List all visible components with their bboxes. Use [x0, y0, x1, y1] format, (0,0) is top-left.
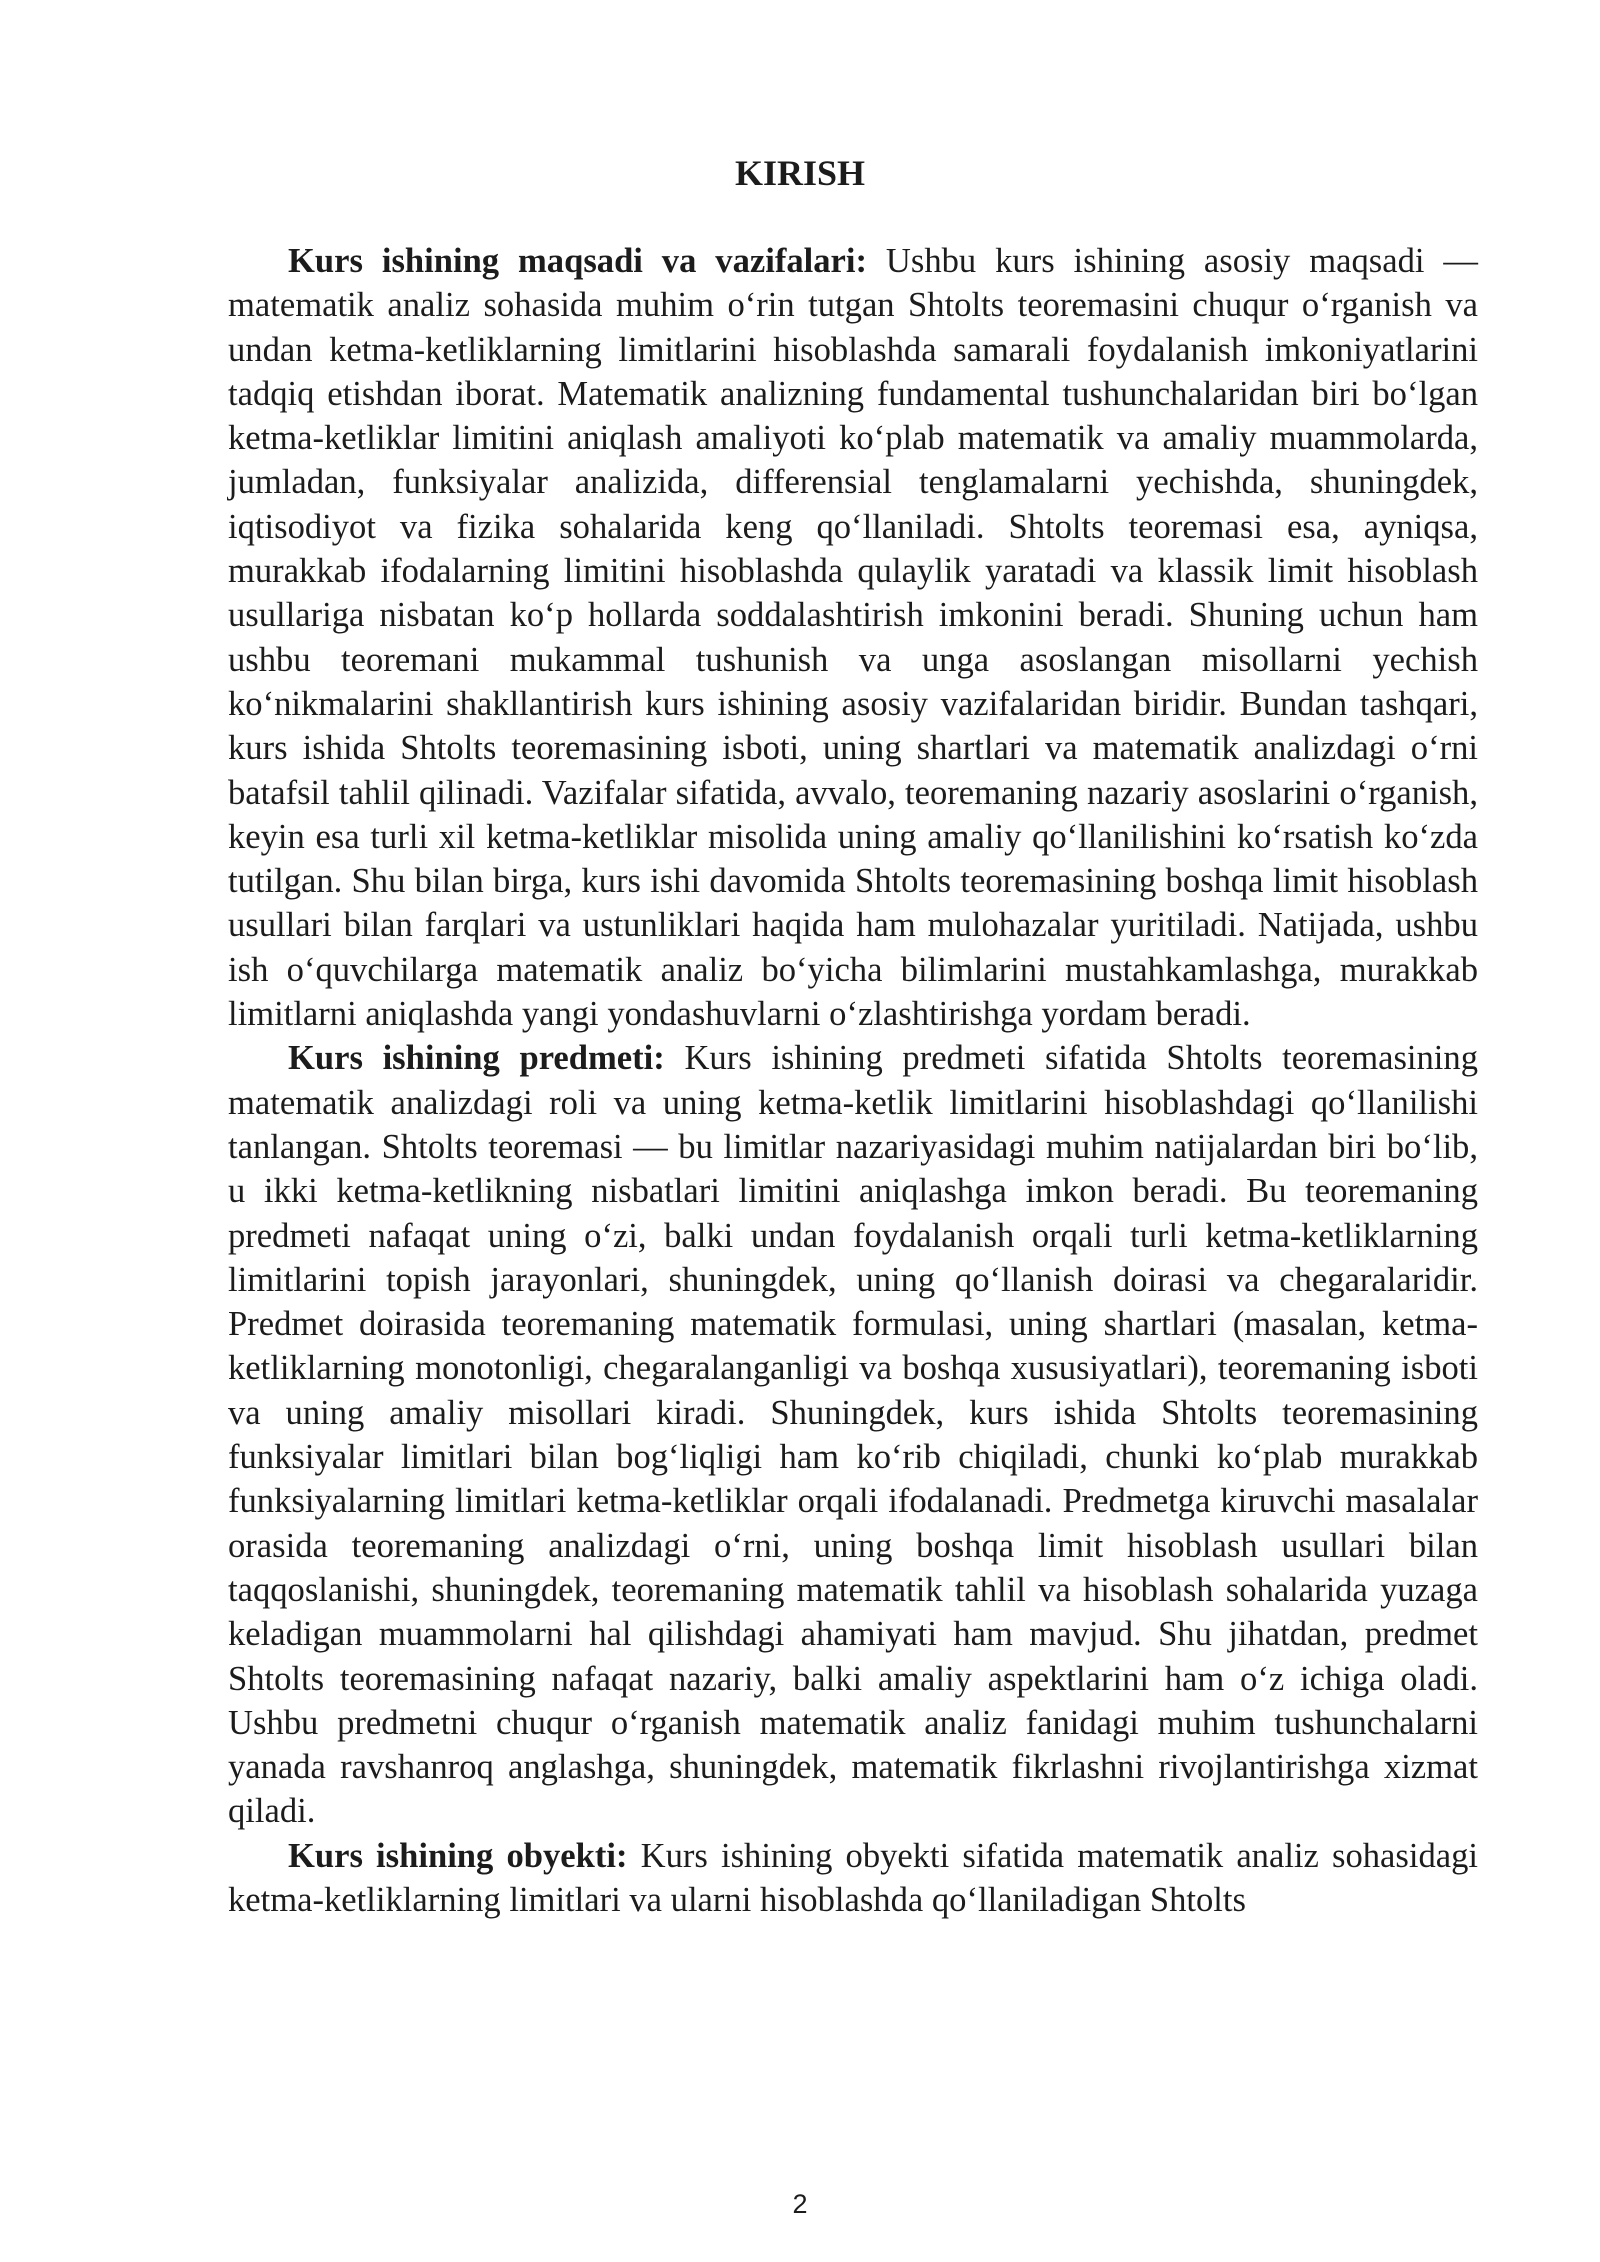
paragraph-subject: [228, 1036, 1478, 1833]
body-text: [228, 239, 1478, 1922]
page-number: 2: [792, 2189, 808, 2219]
paragraph-goals: [228, 239, 1478, 1036]
paragraph-text: Kurs ishining predmeti sifatida Shtolts teoremasining matematik analizdagi roli va uning ketma-ketlik limitlarini hisoblashdagi qo‘llanilishi tanlangan. Shtolts teoremasi — bu limitlar nazariyasidagi muhim natijalardan biri bo‘lib, u ikki ketma-ketlikning nisbatlari limitini aniqlashga imkon beradi. Bu teoremaning predmeti nafaqat uning o‘zi, balki undan foydalanish orqali turli ketma-ketliklarning limitlarini topish jarayonlari, shuningdek, uning qo‘llanish doirasi va chegaralaridir. Predmet doirasida teoremaning matematik formulasi, uning shartlari (masalan, ketma-ketliklarning monotonligi, chegaralanganligi va boshqa xususiyatlari), teoremaning isboti va uning amaliy misollari kiradi. Shuningdek, kurs ishida Shtolts teoremasining funksiyalar limitlari bilan bog‘liqligi ham ko‘rib chiqiladi, chunki ko‘plab murakkab funksiyalarning limitlari ketma-ketliklar orqali ifodalanadi. Predmetga kiruvchi masalalar orasida teoremaning analizdagi o‘rni, uning boshqa limit hisoblash usullari bilan taqqoslanishi, shuningdek, teoremaning matematik tahlil va hisoblash sohalarida yuzaga keladigan muammolarni hal qilishdagi ahamiyati ham mavjud. Shu jihatdan, predmet Shtolts teoremasining nafaqat nazariy, balki amaliy aspektlarini ham o‘z ichiga oladi. Ushbu predmetni chuqur o‘rganish matematik analiz fanidagi muhim tushunchalarni yanada ravshanroq anglashga, shuningdek, matematik fikrlashni rivojlantirishga xizmat qiladi.: [228, 1039, 1478, 1831]
paragraph-lead: Kurs ishining obyekti:: [288, 1836, 628, 1875]
paragraph-lead: Kurs ishining predmeti:: [288, 1039, 665, 1078]
paragraph-object: [228, 1834, 1478, 1923]
paragraph-lead: Kurs ishining maqsadi va vazifalari:: [288, 242, 867, 280]
paragraph-text: Ushbu kurs ishining asosiy maqsadi — matematik analiz sohasida muhim o‘rin tutgan Shtolts teoremasini chuqur o‘rganish va undan ketma-ketliklarning limitlarini hisoblashda samarali foydalanish imkoniyatlarini tadqiq etishdan iborat. Matematik analizning fundamental tushunchalaridan biri bo‘lgan ketma-ketliklar limitini aniqlash amaliyoti ko‘plab matematik va amaliy muammolarda, jumladan, funksiyalar analizida, differensial tenglamalarni yechishda, shuningdek, iqtisodiyot va fizika sohalarida keng qo‘llaniladi. Shtolts teoremasi esa, ayniqsa, murakkab ifodalarning limitini hisoblashda qulaylik yaratadi va klassik limit hisoblash usullariga nisbatan ko‘p hollarda soddalashtirish imkonini beradi. Shuning uchun ham ushbu teoremani mukammal tushunish va unga asoslangan misollarni yechish ko‘nikmalarini shakllantirish kurs ishining asosiy vazifalaridan biridir. Bundan tashqari, kurs ishida Shtolts teoremasining isboti, uning shartlari va matematik analizdagi o‘rni batafsil tahlil qilinadi. Vazifalar sifatida, avvalo, teoremaning nazariy asoslarini o‘rganish, keyin esa turli xil ketma-ketliklar misolida uning amaliy qo‘llanilishini ko‘rsatish ko‘zda tutilgan. Shu bilan birga, kurs ishi davomida Shtolts teoremasining boshqa limit hisoblash usullari bilan farqlari va ustunliklari haqida ham mulohazalar yuritiladi. Natijada, ushbu ish o‘quvchilarga matematik analiz bo‘yicha bilimlarini mustahkamlashga, murakkab limitlarni aniqlashda yangi yondashuvlarni o‘zlashtirishga yordam beradi.: [228, 242, 1478, 1034]
paragraph-text: Kurs ishining obyekti sifatida matematik analiz sohasidagi ketma-ketliklarning limitlari va ularni hisoblashda qo‘llaniladigan Shtolts: [228, 1836, 1478, 1919]
page-title: KIRISH: [734, 153, 866, 193]
